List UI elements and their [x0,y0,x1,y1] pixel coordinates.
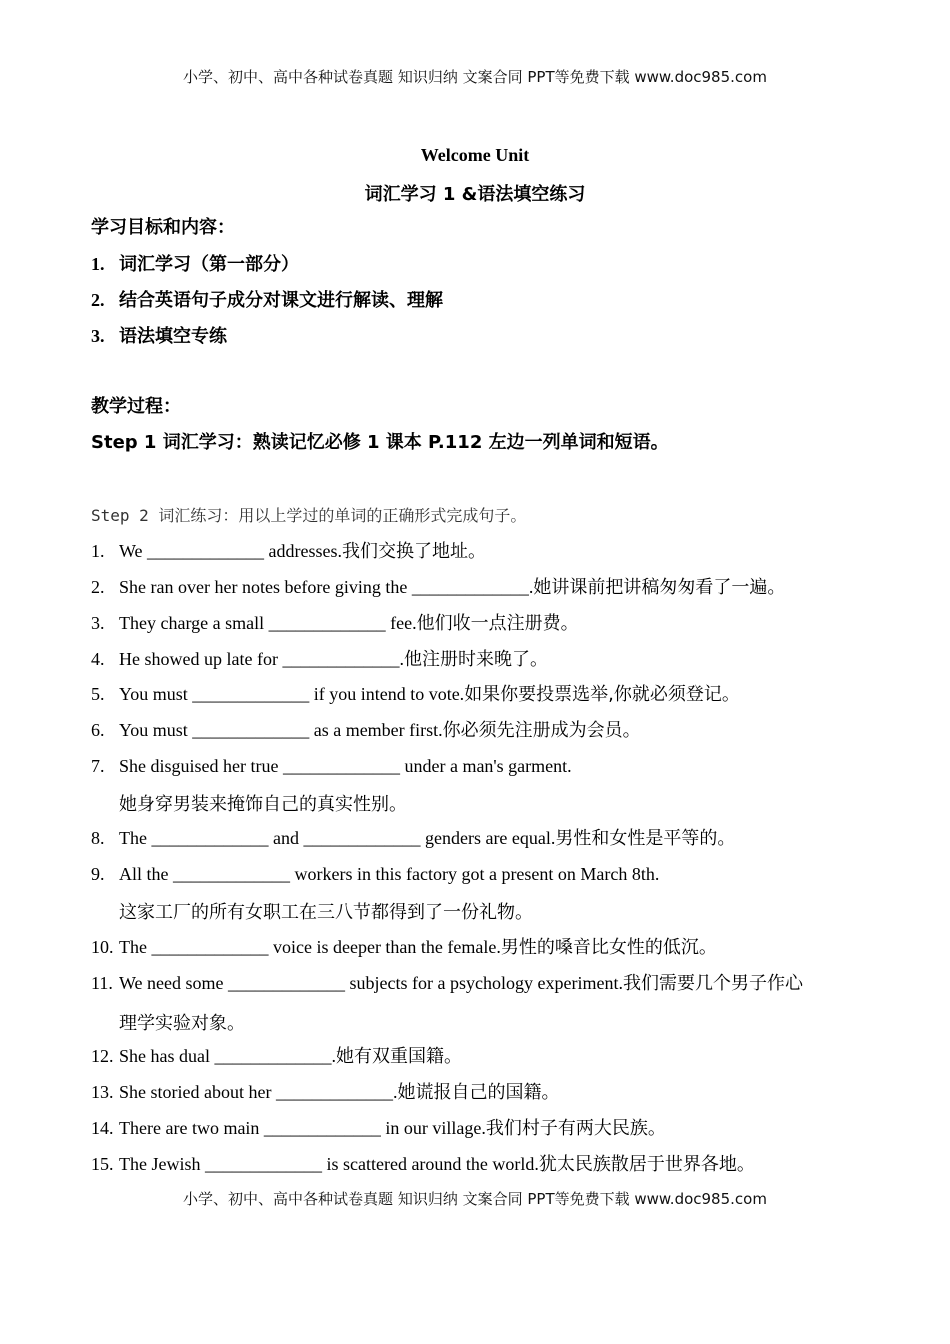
exercise-item-continuation: 理学实验对象。 [119,1013,245,1034]
objective-item: 3. 语法填空专练 [91,326,227,347]
exercise-item: 14. There are two main _____________ in our village.我们村子有两大民族。 [91,1118,666,1139]
exercise-item: 11. We need some _____________ subjects for a psychology experiment.我们需要几个男子作心 [91,973,803,994]
exercise-item: 8. The _____________ and _____________ genders are equal.男性和女性是平等的。 [91,828,736,849]
exercise-item: 5. You must _____________ if you intend to vote.如果你要投票选举,你就必须登记。 [91,684,740,705]
exercise-item: 13. She storied about her _____________.她谎报自己的国籍。 [91,1082,560,1103]
objective-item: 2. 结合英语句子成分对课文进行解读、理解 [91,290,443,311]
exercise-item: 12. She has dual _____________.她有双重国籍。 [91,1046,462,1067]
exercise-item: 9. All the _____________ workers in this factory got a present on March 8th. [91,864,660,884]
page-header: 小学、初中、高中各种试卷真题 知识归纳 文案合同 PPT等免费下载 www.doc985.com [183,68,767,86]
process-heading: 教学过程： [91,396,181,417]
exercise-item: 10. The _____________ voice is deeper than the female.男性的嗓音比女性的低沉。 [91,937,717,958]
objective-item: 1. 词汇学习（第一部分） [91,254,299,275]
exercise-item: 2. She ran over her notes before giving the _____________.她讲课前把讲稿匆匆看了一遍。 [91,577,786,598]
document-subtitle: 词汇学习 1 &语法填空练习 [364,184,586,205]
exercise-item: 15. The Jewish _____________ is scattered around the world.犹太民族散居于世界各地。 [91,1154,755,1175]
exercise-item: 4. He showed up late for _____________.他注册时来晚了。 [91,649,548,670]
exercise-item: 1. We _____________ addresses.我们交换了地址。 [91,541,487,562]
step1-text: Step 1 词汇学习：熟读记忆必修 1 课本 P.112 左边一列单词和短语。 [91,432,669,453]
document-title: Welcome Unit [420,145,530,165]
exercise-item: 7. She disguised her true _____________ under a man's garment. [91,756,572,776]
page-footer: 小学、初中、高中各种试卷真题 知识归纳 文案合同 PPT等免费下载 www.doc985.com [183,1190,767,1208]
exercise-item: 6. You must _____________ as a member first.你必须先注册成为会员。 [91,720,641,741]
step2-text: Step 2 词汇练习：用以上学过的单词的正确形式完成句子。 [91,506,527,525]
objectives-heading: 学习目标和内容： [91,217,235,238]
exercise-item-continuation: 她身穿男装来掩饰自己的真实性别。 [119,794,407,815]
exercise-item-continuation: 这家工厂的所有女职工在三八节都得到了一份礼物。 [119,902,533,923]
exercise-item: 3. They charge a small _____________ fee.他们收一点注册费。 [91,613,579,634]
